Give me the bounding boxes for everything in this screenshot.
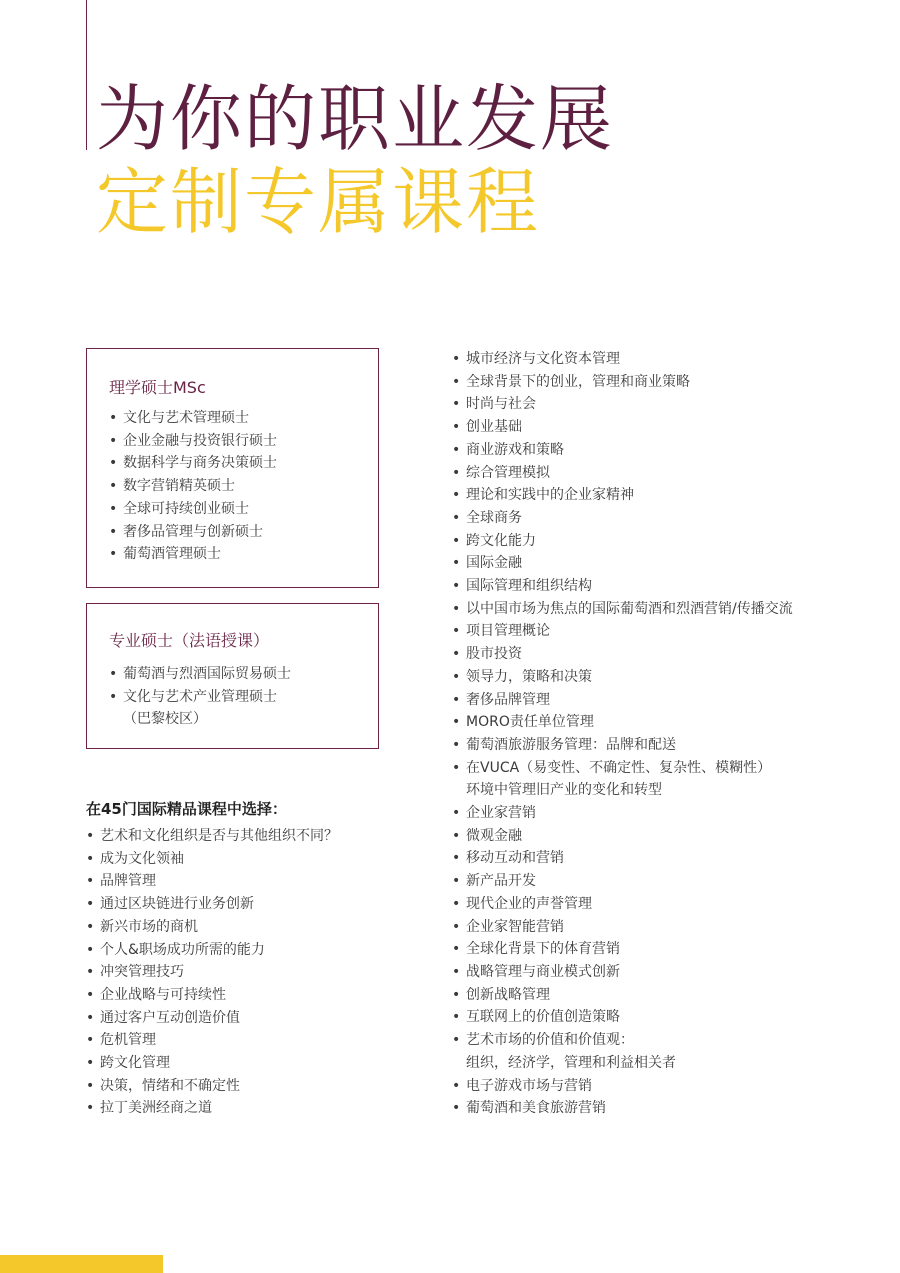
course-item-text: • 国际管理和组织结构 — [466, 578, 592, 595]
course-item — [452, 711, 793, 734]
course-item — [452, 893, 793, 916]
course-item-text: • 个人&职场成功所需的能力 — [100, 941, 265, 958]
course-item-text: • 移动互动和营销 — [466, 850, 564, 867]
course-item — [452, 734, 793, 757]
course-item — [452, 462, 793, 485]
professional-program-item — [109, 663, 372, 686]
course-item-text: • 艺术和文化组织是否与其他组织不同？ — [100, 828, 338, 844]
msc-program-item-text: • 文化与艺术管理硕士 — [123, 410, 249, 426]
course-item-text: • 国际金融 — [466, 555, 522, 572]
course-item-text: • 危机管理 — [100, 1032, 156, 1049]
course-item-text: • 成为文化领袖 — [100, 850, 184, 867]
course-item — [86, 825, 338, 848]
course-item-text: 环境中管理旧产业的变化和转型 — [466, 782, 662, 799]
course-item-text: • 奢侈品牌管理 — [466, 691, 550, 708]
course-item-text: • 现代企业的声誉管理 — [466, 895, 592, 912]
msc-program-item-text: • 奢侈品管理与创新硕士 — [123, 523, 263, 540]
course-item-text: • 新兴市场的商机 — [100, 918, 198, 935]
course-item-text: • 电子游戏市场与营销 — [466, 1077, 592, 1094]
course-item — [452, 598, 793, 621]
course-item — [452, 984, 793, 1007]
msc-program-item — [109, 430, 372, 453]
course-item — [86, 916, 338, 939]
professional-programs-list — [109, 663, 372, 731]
course-item — [452, 620, 793, 643]
course-item — [452, 666, 793, 689]
course-item-text: • 跨文化管理 — [100, 1055, 170, 1072]
course-item — [86, 1075, 338, 1098]
course-item-text: • 跨文化能力 — [466, 532, 536, 549]
course-item-text: • 在VUCA（易变性、不确定性、复杂性、模糊性） — [466, 759, 772, 776]
professional-programs-box — [86, 603, 379, 749]
msc-program-item — [109, 452, 372, 475]
course-item-text: • 项目管理概论 — [466, 623, 550, 640]
course-item-text: • 城市经济与文化资本管理 — [466, 351, 620, 367]
course-item-text: • 企业战略与可持续性 — [100, 986, 226, 1003]
msc-program-item-text: • 全球可持续创业硕士 — [123, 500, 249, 517]
course-item — [86, 893, 338, 916]
course-item-text: • 冲突管理技巧 — [100, 964, 184, 981]
course-item — [452, 1097, 793, 1120]
course-item — [452, 1075, 793, 1098]
course-item — [452, 643, 793, 666]
course-item — [86, 870, 338, 893]
msc-program-item — [109, 521, 372, 544]
course-item — [452, 847, 793, 870]
page-title-line1: 为你的职业发展 — [96, 77, 615, 161]
msc-program-item-text: • 葡萄酒管理硕士 — [123, 546, 221, 563]
course-item-text: • 通过客户互动创造价值 — [100, 1009, 240, 1026]
course-item-text: • 股市投资 — [466, 646, 522, 663]
course-item — [452, 484, 793, 507]
course-item — [452, 689, 793, 712]
course-item — [452, 575, 793, 598]
page-title-line2: 定制专属课程 — [96, 160, 541, 244]
course-item-text: • 综合管理模拟 — [466, 464, 550, 481]
professional-program-item-text: （巴黎校区） — [123, 711, 207, 728]
course-item — [86, 1029, 338, 1052]
course-item-text: • 葡萄酒旅游服务管理：品牌和配送 — [466, 736, 676, 753]
course-item-text: • MORO责任单位管理 — [466, 714, 594, 731]
course-item — [452, 757, 793, 802]
msc-program-item — [109, 475, 372, 498]
course-item-text: • 微观金融 — [466, 827, 522, 844]
course-item — [86, 961, 338, 984]
course-item — [452, 802, 793, 825]
header-divider-line — [86, 0, 87, 150]
course-item-text: • 艺术市场的价值和价值观： — [466, 1032, 634, 1049]
course-item — [452, 371, 793, 394]
course-item — [452, 870, 793, 893]
courses-heading: 在45门国际精品课程中选择： — [86, 800, 287, 818]
professional-program-item — [109, 686, 372, 731]
course-item — [452, 938, 793, 961]
course-item — [452, 416, 793, 439]
course-item — [452, 439, 793, 462]
course-item-text: • 互联网上的价值创造策略 — [466, 1009, 620, 1026]
course-item-text: • 时尚与社会 — [466, 396, 536, 413]
course-item-text: • 企业家智能营销 — [466, 918, 564, 935]
course-item-text: • 品牌管理 — [100, 873, 156, 890]
course-item — [86, 939, 338, 962]
course-item — [452, 393, 793, 416]
msc-program-item — [109, 543, 372, 566]
msc-programs-list — [109, 407, 372, 566]
course-item-text: • 企业家营销 — [466, 805, 536, 822]
course-item — [452, 348, 793, 371]
professional-program-item-text: • 文化与艺术产业管理硕士 — [123, 688, 277, 705]
msc-program-item — [109, 407, 372, 430]
course-item — [452, 552, 793, 575]
course-item-text: 组织，经济学，管理和利益相关者 — [466, 1054, 676, 1071]
courses-list-right — [452, 348, 793, 1120]
course-item-text: • 决策，情绪和不确定性 — [100, 1077, 240, 1094]
course-item-text: • 以中国市场为焦点的国际葡萄酒和烈酒营销/传播交流 — [466, 600, 793, 617]
course-item-text: • 葡萄酒和美食旅游营销 — [466, 1100, 606, 1117]
course-item-text: • 创业基础 — [466, 419, 522, 436]
course-item — [86, 1052, 338, 1075]
course-item — [86, 1007, 338, 1030]
course-item — [86, 984, 338, 1007]
course-item-text: • 通过区块链进行业务创新 — [100, 896, 254, 913]
footer-accent-bar — [0, 1255, 163, 1273]
course-item — [452, 1029, 793, 1074]
course-item — [452, 530, 793, 553]
course-item — [452, 961, 793, 984]
course-item — [452, 916, 793, 939]
course-item-text: • 商业游戏和策略 — [466, 441, 564, 458]
course-item-text: • 全球商务 — [466, 509, 522, 526]
course-item-text: • 拉丁美洲经商之道 — [100, 1100, 212, 1117]
course-item — [452, 825, 793, 848]
course-item — [86, 1097, 338, 1120]
course-item-text: • 创新战略管理 — [466, 986, 550, 1003]
course-item-text: • 新产品开发 — [466, 873, 536, 890]
course-item — [452, 507, 793, 530]
msc-program-item-text: • 数字营销精英硕士 — [123, 478, 235, 495]
course-item-text: • 全球化背景下的体育营销 — [466, 941, 620, 958]
msc-program-item-text: • 企业金融与投资银行硕士 — [123, 432, 277, 449]
professional-program-item-text: • 葡萄酒与烈酒国际贸易硕士 — [123, 666, 291, 682]
course-item-text: • 战略管理与商业模式创新 — [466, 963, 620, 980]
professional-programs-title: 专业硕士（法语授课） — [109, 631, 270, 650]
course-item — [86, 848, 338, 871]
msc-program-item-text: • 数据科学与商务决策硕士 — [123, 455, 277, 472]
course-item — [452, 1006, 793, 1029]
msc-programs-title: 理学硕士MSc — [109, 378, 206, 397]
msc-program-item — [109, 498, 372, 521]
course-item-text: • 理论和实践中的企业家精神 — [466, 487, 634, 504]
msc-programs-box — [86, 348, 379, 588]
courses-list-left — [86, 825, 338, 1120]
course-item-text: • 全球背景下的创业，管理和商业策略 — [466, 373, 690, 390]
course-item-text: • 领导力，策略和决策 — [466, 668, 592, 685]
